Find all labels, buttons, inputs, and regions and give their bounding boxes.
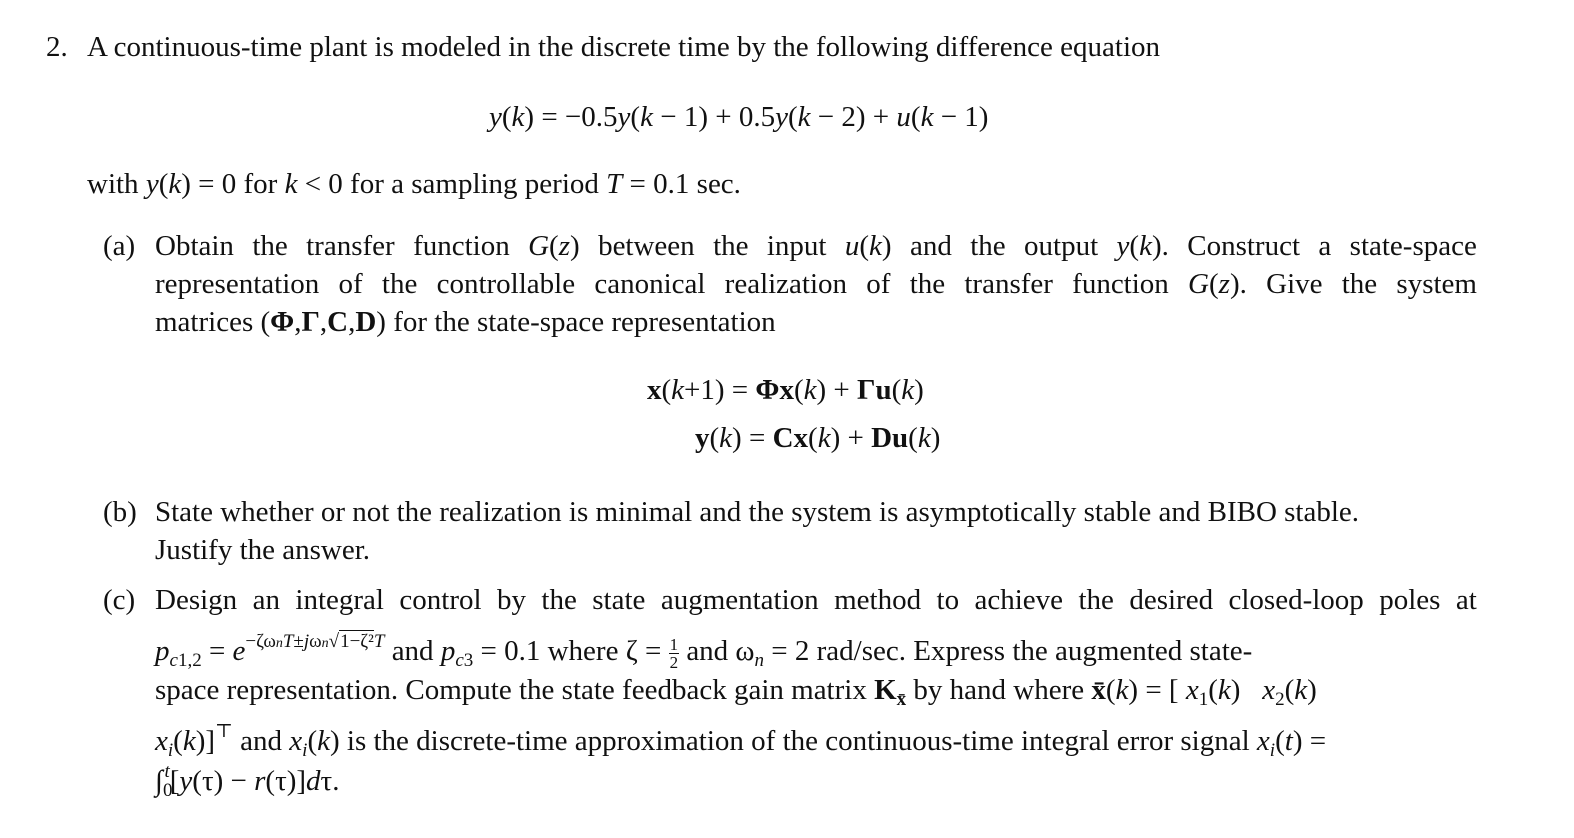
difference-equation: y(k) = −0.5y(k − 1) + 0.5y(k − 2) + u(k − 1)	[489, 101, 989, 133]
part-a-label: (a)	[103, 230, 136, 262]
part-c-line-3: space representation. Compute the state feedback gain matrix $K_{x̄}$ by hand where x̄(k) = [ $x_1(k)$ $x_2(k)$	[155, 674, 1317, 710]
part-c-line-5: $\int_0^t[y(\tau) - r(\tau)]d\tau$.	[155, 761, 340, 801]
part-c-line-2: $p_{c1,2} = e^{-\zeta\omega nT\pm j\omega n√1-\zeta^2T}$ and $p_{c3} = 0.1$ where ζ = $\frac{1}{2}$ and $\omega_n = 2$ rad/sec. Express the augmented state-	[155, 631, 1253, 672]
problem-intro: A continuous-time plant is modeled in the discrete time by the following difference equation	[87, 31, 1160, 63]
part-a-line-2: representation of the controllable canonical realization of the transfer function G(z). Give the system	[155, 268, 1477, 300]
part-a-line-3: matrices (Φ,Γ,C,D) for the state-space representation	[155, 306, 776, 338]
state-equation: x(k+1) = Φx(k) + Γu(k)	[647, 374, 924, 406]
initial-condition: with y(k) = 0 for k < 0 for a sampling period T = 0.1 sec.	[87, 168, 741, 200]
part-c-line-1: Design an integral control by the state augmentation method to achieve the desired closed-loop poles at	[155, 584, 1477, 616]
part-b-line-2: Justify the answer.	[155, 534, 371, 566]
output-equation: y(k) = Cx(k) + Du(k)	[695, 422, 941, 454]
problem-number: 2.	[46, 31, 68, 63]
part-c-line-4: $x_i(k)]^⊤$ and $x_i(k)$ is the discrete-time approximation of the continuous-time integral error signal $x_i(t)$ =	[155, 721, 1327, 761]
part-a-line-1: Obtain the transfer function G(z) between the input u(k) and the output y(k). Construct a state-space	[155, 230, 1477, 262]
part-c-label: (c)	[103, 584, 136, 616]
part-b-label: (b)	[103, 496, 137, 528]
part-b-line-1: State whether or not the realization is minimal and the system is asymptotically stable and BIBO stable.	[155, 496, 1360, 528]
